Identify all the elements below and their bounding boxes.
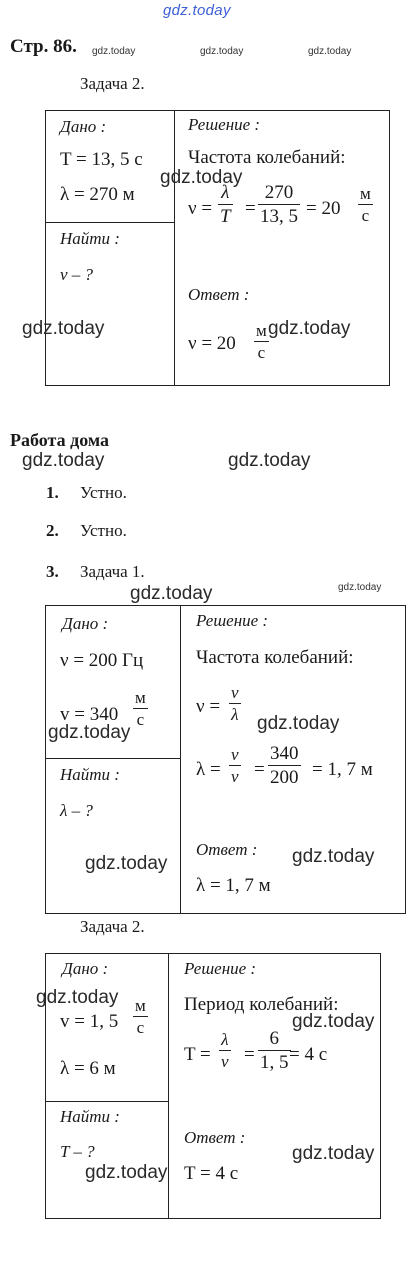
- formula-lhs: ν =: [196, 696, 221, 717]
- fraction: v ν: [231, 745, 239, 786]
- list-number: 2.: [46, 521, 59, 540]
- given-speed: v = 1, 5: [60, 1011, 119, 1032]
- fraction: 270 13, 5: [260, 182, 298, 227]
- page-heading: Стр. 86.: [10, 36, 77, 57]
- given-wavelength: λ = 6 м: [60, 1058, 116, 1079]
- find-label: Найти :: [60, 229, 120, 248]
- equals: =: [244, 1044, 255, 1065]
- unit-fraction: м с: [256, 321, 267, 362]
- formula-lhs: λ =: [196, 759, 221, 780]
- watermark: gdz.today: [292, 846, 375, 867]
- watermark: gdz.today: [36, 987, 119, 1008]
- watermark-top: gdz.today: [163, 2, 231, 19]
- answer-value: T = 4 с: [184, 1163, 239, 1184]
- answer-label: Ответ :: [184, 1128, 246, 1147]
- solution-label: Решение :: [196, 611, 269, 630]
- watermark: gdz.today: [48, 722, 131, 743]
- unit-fraction: м с: [135, 996, 146, 1037]
- watermark: gdz.today: [160, 167, 243, 188]
- fraction: 340 200: [270, 743, 299, 788]
- list-text: Задача 1.: [80, 562, 145, 581]
- result: = 1, 7 м: [312, 759, 373, 780]
- answer-label: Ответ :: [196, 840, 258, 859]
- given-frequency: ν = 200 Гц: [60, 650, 144, 671]
- given-wavelength: λ = 270 м: [60, 184, 135, 205]
- unit-fraction: м с: [135, 688, 146, 729]
- find-value: λ – ?: [60, 801, 93, 820]
- answer-value: λ = 1, 7 м: [196, 875, 271, 896]
- given-label: Дано :: [60, 117, 107, 136]
- solution-label: Решение :: [188, 115, 261, 134]
- fraction: v λ: [231, 683, 239, 724]
- result: = 20: [306, 198, 341, 219]
- solution-text: Частота колебаний:: [188, 147, 346, 168]
- watermark: gdz.today: [257, 713, 340, 734]
- watermark: gdz.today: [22, 318, 105, 339]
- watermark: gdz.today: [22, 450, 105, 471]
- fraction: 6 1, 5: [260, 1028, 289, 1073]
- answer-value: ν = 20: [188, 333, 236, 354]
- find-label: Найти :: [60, 765, 120, 784]
- watermark-small: gdz.today: [200, 46, 244, 57]
- formula-lhs: T =: [184, 1044, 211, 1065]
- find-value: T – ?: [60, 1142, 95, 1161]
- list-text: Устно.: [80, 521, 127, 540]
- watermark-small: gdz.today: [338, 582, 382, 593]
- watermark: gdz.today: [268, 318, 351, 339]
- equals: =: [254, 759, 265, 780]
- solution-text: Частота колебаний:: [196, 647, 354, 668]
- watermark: gdz.today: [85, 853, 168, 874]
- unit-fraction: м с: [360, 184, 371, 225]
- task-title: Задача 2.: [80, 917, 145, 936]
- equals: =: [245, 198, 256, 219]
- watermark-small: gdz.today: [92, 46, 136, 57]
- fraction: λ T: [220, 182, 231, 227]
- solution-label: Решение :: [184, 959, 257, 978]
- watermark: gdz.today: [228, 450, 311, 471]
- task-title: Задача 2.: [80, 74, 145, 93]
- solution-text: Период колебаний:: [184, 994, 339, 1015]
- watermark: gdz.today: [85, 1162, 168, 1183]
- given-label: Дано :: [62, 614, 109, 633]
- watermark-small: gdz.today: [308, 46, 352, 57]
- answer-label: Ответ :: [188, 285, 250, 304]
- given-label: Дано :: [62, 959, 109, 978]
- given-period: T = 13, 5 с: [60, 149, 143, 170]
- list-text: Устно.: [80, 483, 127, 502]
- list-number: 1.: [46, 483, 59, 502]
- homework-heading: Работа дома: [10, 430, 109, 450]
- watermark: gdz.today: [292, 1011, 375, 1032]
- result: = 4 с: [289, 1044, 328, 1065]
- given-speed: v = 340: [60, 704, 119, 725]
- watermark: gdz.today: [130, 583, 213, 604]
- find-value: ν – ?: [60, 265, 94, 284]
- fraction: λ v: [221, 1030, 229, 1071]
- formula-lhs: ν =: [188, 198, 213, 219]
- list-number: 3.: [46, 562, 59, 581]
- watermark: gdz.today: [292, 1143, 375, 1164]
- find-label: Найти :: [60, 1107, 120, 1126]
